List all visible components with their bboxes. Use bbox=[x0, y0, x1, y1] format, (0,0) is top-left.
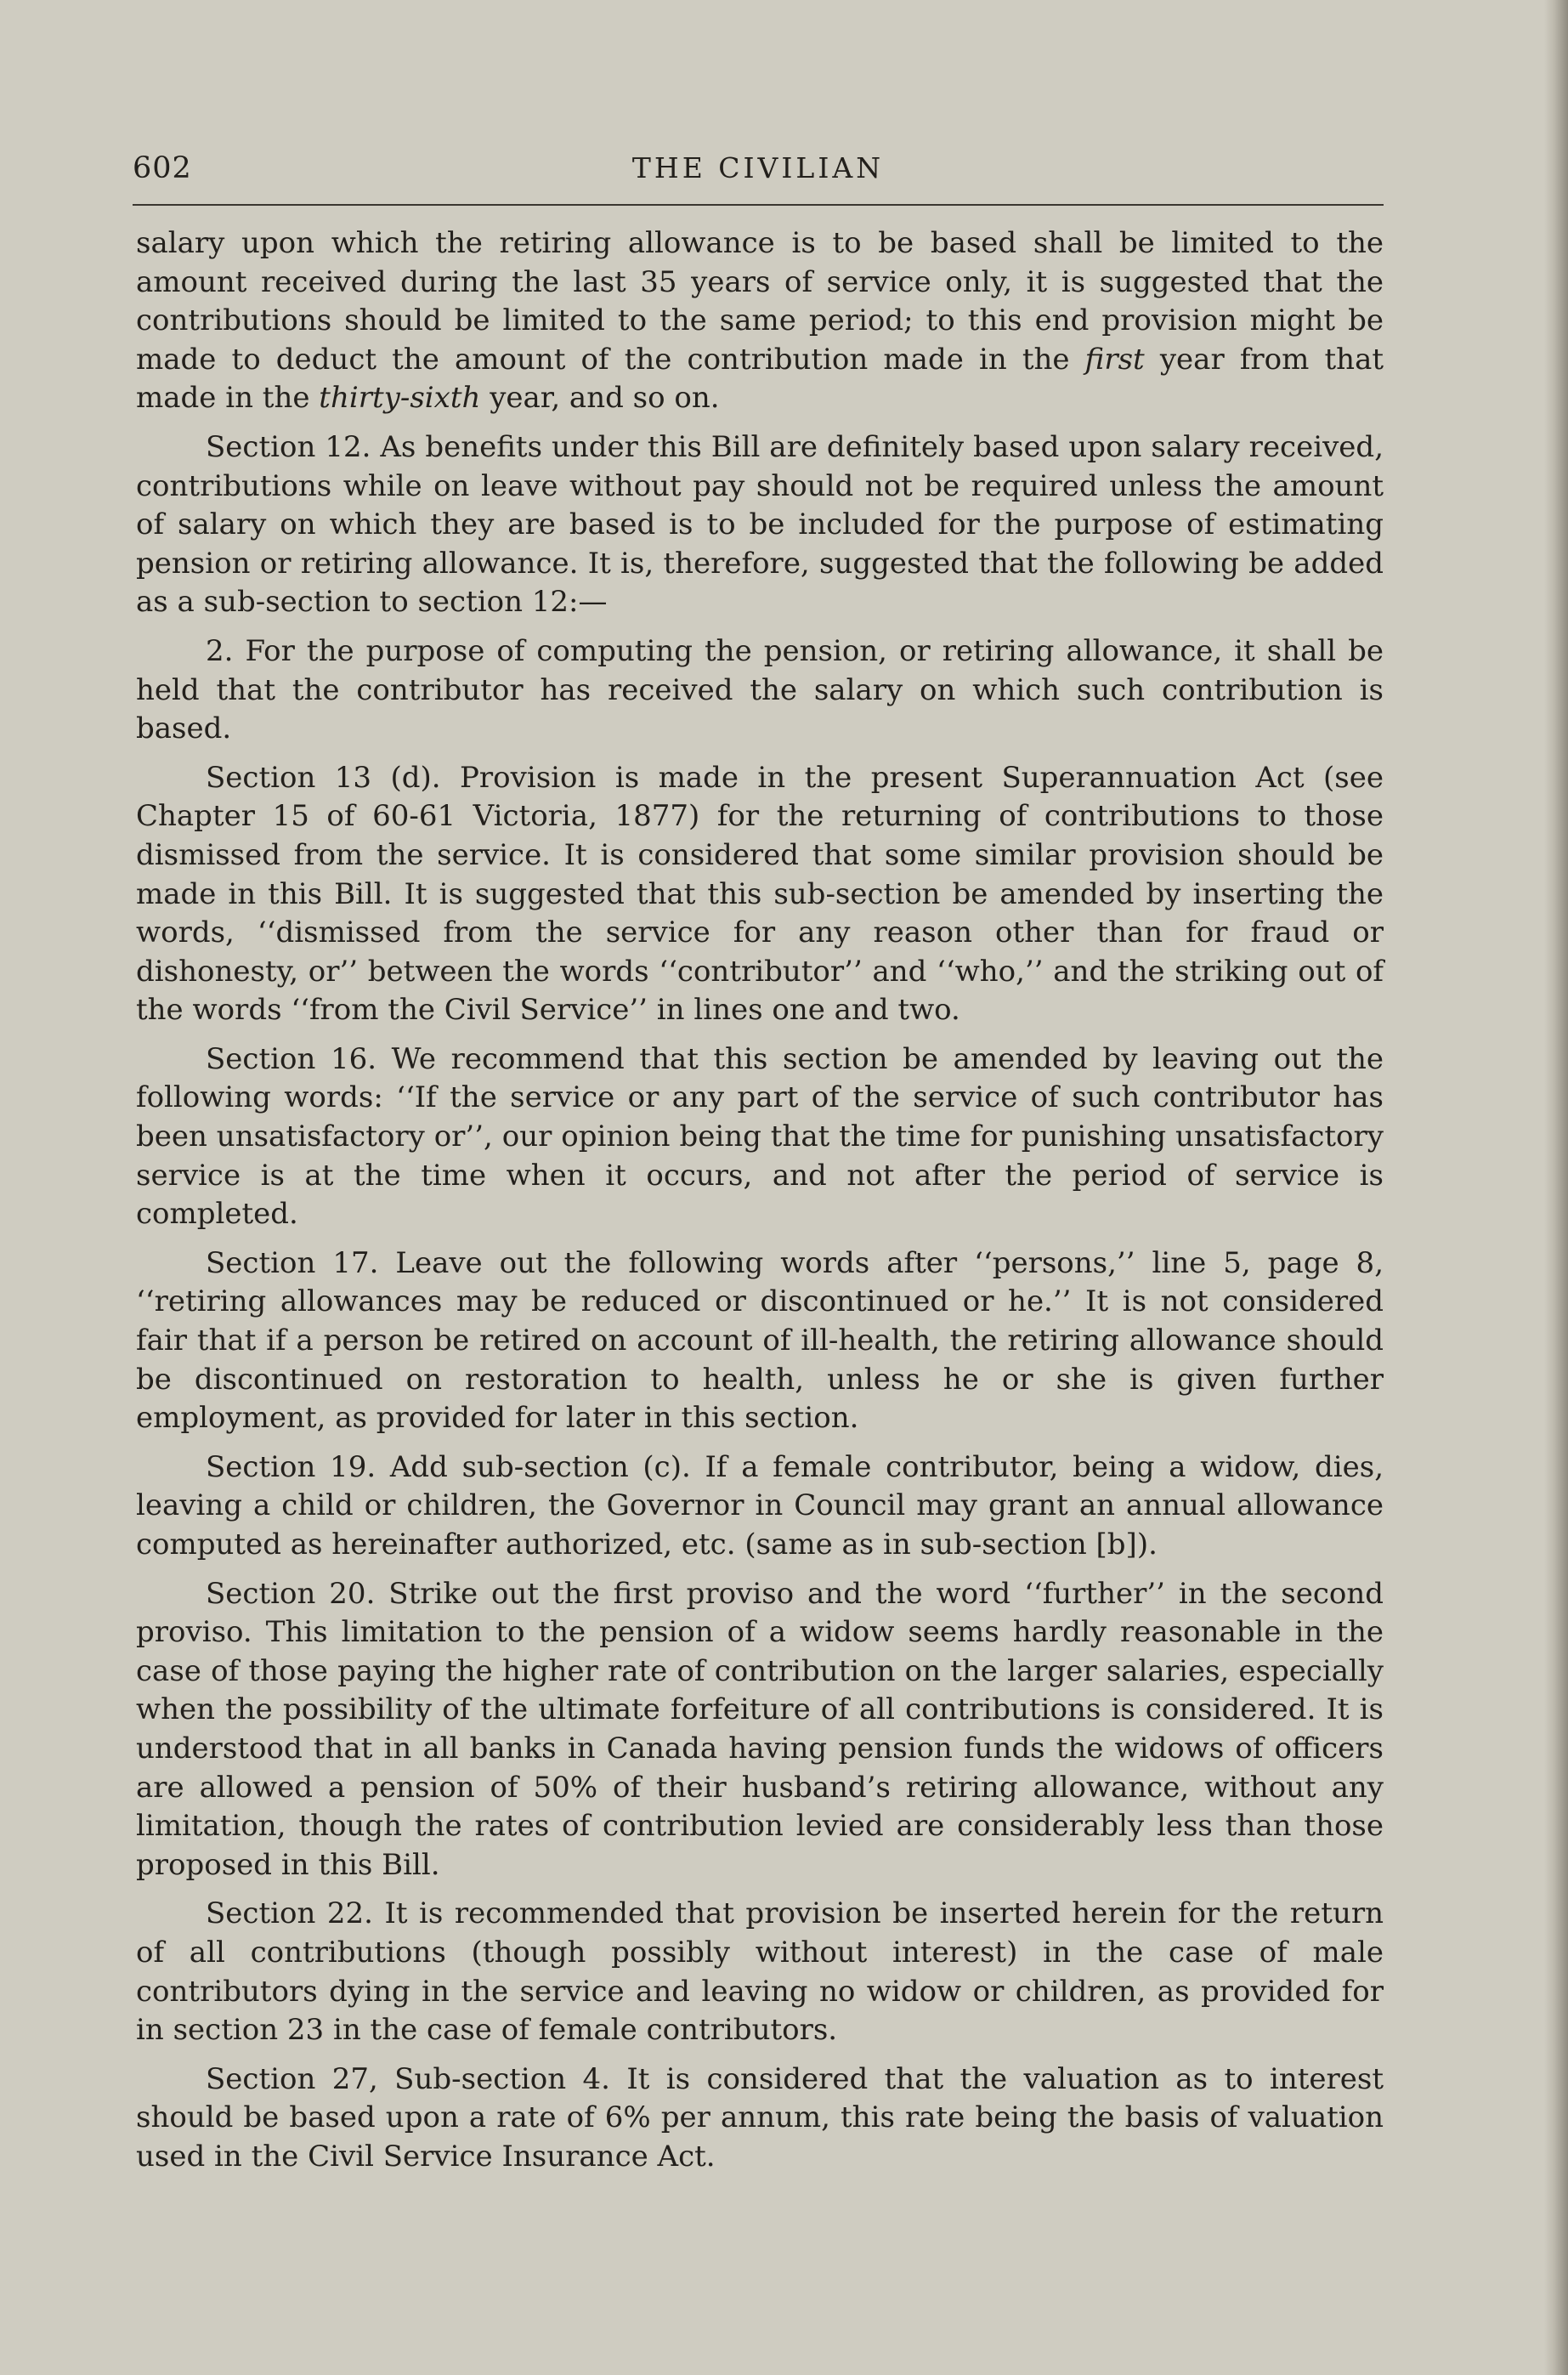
page-header bbox=[133, 151, 1384, 194]
paragraph-section-27: Section 27, Sub-section 4. It is considered that the valuation as to interest should be based upon a rate of 6% per annum, this rate being the basis of valuation used in the Civil Service Insurance Act. bbox=[136, 2061, 1384, 2174]
paragraph-section-19: Section 19. Add sub-section (c). If a female contributor, being a widow, dies, leaving a child or children, the Governor in Council may grant an annual allowance computed as hereinafter authorized, etc. (same as in sub-section [b]). bbox=[136, 1449, 1384, 1562]
page-edge-shadow bbox=[1544, 0, 1568, 2375]
paragraph-section-17: Section 17. Leave out the following words after ‘‘persons,’’ line 5, page 8, ‘‘retiring allowances may be reduced or discontinued or he.’’ It is not considered fair that if a person be retired on account of ill-health, the retiring allowance should be discontinued on restoration to health, unless he or she is given further employment, as provided for later in this section. bbox=[136, 1245, 1384, 1436]
emphasis-text: thirty-sixth bbox=[319, 381, 481, 416]
paragraph-section-12: Section 12. As benefits under this Bill are definitely based upon salary received, contributions while on leave without pay should not be required unless the amount of salary on which they are based is to be included for the purpose of estimating pension or retiring allowance. It is, therefore, suggested that the following be added as a sub-section to section 12:— bbox=[136, 429, 1384, 620]
paragraph-section-16: Section 16. We recommend that this section be amended by leaving out the following words: ‘‘If the service or any part of the service of such contributor has been unsatisfactory or’’, our opinion being that the time for punishing unsatisfactory service is at the time when it occurs, and not after the period of service is completed. bbox=[136, 1041, 1384, 1232]
article-body bbox=[136, 224, 1384, 2187]
header-rule bbox=[133, 204, 1384, 206]
paragraph-section-13: Section 13 (d). Provision is made in the present Superannuation Act (see Chapter 15 of 60-61 Victoria, 1877) for the returning of contributions to those dismissed from the service. It is considered that some similar provision should be made in this Bill. It is suggested that this sub-section be amended by inserting the words, ‘‘dismissed from the service for any reason other than for fraud or dishonesty, or’’ between the words ‘‘contributor’’ and ‘‘who,’’ and the striking out of the words ‘‘from the Civil Service’’ in lines one and two. bbox=[136, 760, 1384, 1028]
paragraph-section-20: Section 20. Strike out the first proviso and the word ‘‘further’’ in the second proviso. This limitation to the pension of a widow seems hardly reasonable in the case of those paying the higher rate of contribution on the larger salaries, especially when the possibility of the ultimate forfeiture of all contributions is considered. It is understood that in all banks in Canada having pension funds the widows of officers are allowed a pension of 50% of their husband’s retiring allowance, without any limitation, though the rates of contribution levied are considerably less than those proposed in this Bill. bbox=[136, 1576, 1384, 1882]
paragraph-text: salary upon which the retiring allowance is to be based shall be limited to the amount received during the last 35 years of service only, it is suggested that the contributions should be limited to the same period; to this end provision might be made to deduct the amount of the contribution made in the bbox=[136, 226, 1384, 377]
paragraph-section-22: Section 22. It is recommended that provision be inserted herein for the return of all contributions (though possibly without interest) in the case of male contributors dying in the service and leaving no widow or children, as provided for in section 23 in the case of female contributors. bbox=[136, 1896, 1384, 2048]
paragraph-subsection-2: 2. For the purpose of computing the pension, or retiring allowance, it shall be held that the contributor has received the salary on which such contribution is based. bbox=[136, 633, 1384, 746]
emphasis-text: first bbox=[1084, 342, 1145, 377]
paragraph-text: year from that made in the bbox=[136, 342, 1384, 416]
page-number: 602 bbox=[133, 151, 192, 185]
running-title: THE CIVILIAN bbox=[631, 151, 885, 184]
paragraph-text: year, and so on. bbox=[480, 381, 720, 416]
paragraph-continuation bbox=[136, 224, 1384, 418]
